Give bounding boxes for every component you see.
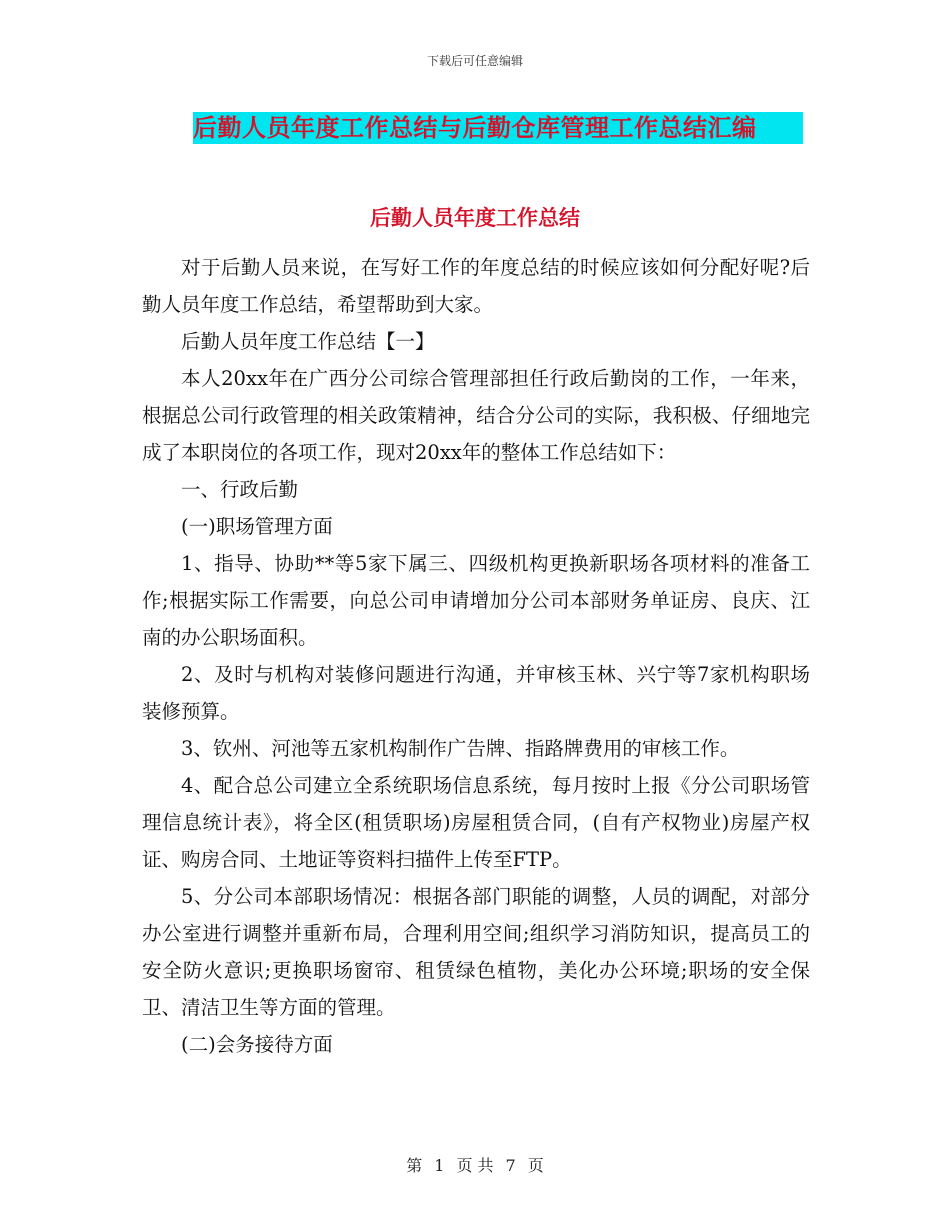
paragraph: (二)会务接待方面 [181, 1033, 333, 1056]
paragraph: 1、指导、协助**等5家下属三、四级机构更换新职场各项材料的准备工作;根据实际工作需要，向总公司申请增加分公司本部财务单证房、良庆、江南的办公职场面积。 [142, 552, 810, 649]
paragraph: 本人20xx年在广西分公司综合管理部担任行政后勤岗的工作，一年来，根据总公司行政管理的相关政策精神，结合分公司的实际，我积极、仔细地完成了本职岗位的各项工作，现对20xx年的整体工作总结如下： [142, 367, 810, 464]
paragraph: 3、钦州、河池等五家机构制作广告牌、指路牌费用的审核工作。 [181, 737, 740, 760]
footer-middle: 页 共 [456, 1156, 494, 1175]
paragraph: 一、行政后勤 [181, 478, 299, 501]
header-note: 下载后可任意编辑 [426, 54, 523, 68]
footer-prefix: 第 [406, 1156, 423, 1175]
page-footer [0, 1153, 950, 1176]
footer-suffix: 页 [527, 1156, 544, 1175]
document-title: 后勤人员年度工作总结与后勤仓库管理工作总结汇编 [193, 112, 803, 144]
section-title: 后勤人员年度工作总结 [370, 206, 580, 230]
paragraph: 4、配合总公司建立全系统职场信息系统，每月按时上报《分公司职场管理信息统计表》，将全区(租赁职场)房屋租赁合同，(自有产权物业)房屋产权证、购房合同、土地证等资料扫描件上传至FTP。 [142, 774, 810, 871]
paragraph: 2、及时与机构对装修问题进行沟通，并审核玉林、兴宁等7家机构职场装修预算。 [142, 663, 810, 723]
paragraph: 5、分公司本部职场情况：根据各部门职能的调整，人员的调配，对部分办公室进行调整并重新布局，合理利用空间;组织学习消防知识，提高员工的安全防火意识;更换职场窗帘、租赁绿色植物，美化办公环境;职场的安全保卫、清洁卫生等方面的管理。 [142, 885, 810, 1019]
paragraph: 对于后勤人员来说，在写好工作的年度总结的时候应该如何分配好呢?后勤人员年度工作总结，希望帮助到大家。 [142, 256, 810, 316]
current-page-number: 1 [434, 1156, 445, 1175]
document-body [142, 249, 810, 1063]
paragraph: (一)职场管理方面 [181, 515, 333, 538]
paragraph: 后勤人员年度工作总结【一】 [181, 330, 435, 353]
total-page-count: 7 [505, 1156, 516, 1175]
